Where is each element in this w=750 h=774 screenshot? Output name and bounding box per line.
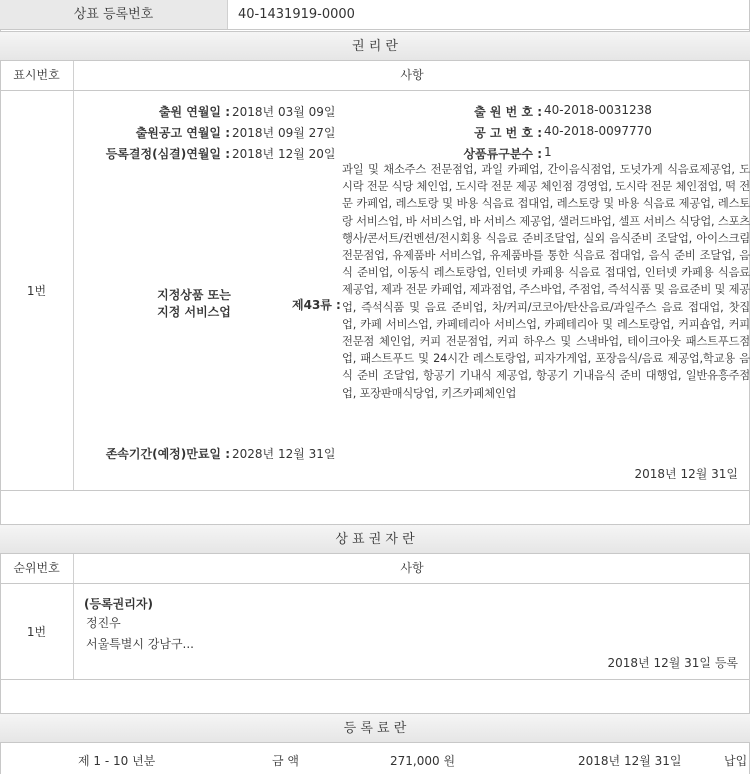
owner-name: 정진우 [86, 616, 121, 630]
owner-section-header: 상 표 권 자 란 [0, 524, 750, 554]
fee-period: 제 1 - 10 년분 [78, 754, 156, 768]
class-count: 1 [544, 145, 552, 159]
owner-row-number: 1번 [0, 584, 74, 679]
owner-footer-date: 2018년 12월 31일 등록 [607, 656, 738, 670]
display-number-header: 표시번호 [0, 61, 74, 90]
class-count-label: 상품류구분수 : [463, 147, 542, 161]
publication-no-label: 공 고 번 호 : [474, 126, 542, 140]
owner-column-header [0, 554, 750, 584]
details-header: 사항 [400, 68, 424, 82]
application-no-label: 출 원 번 호 : [474, 105, 542, 119]
publication-date: 2018년 09월 27일 [232, 126, 336, 140]
fee-amount: 271,000 원 [390, 754, 456, 768]
owner-row [0, 584, 750, 680]
fee-date: 2018년 12월 31일 [578, 754, 682, 768]
rights-column-header [0, 61, 750, 91]
owner-type: (등록권리자) [84, 597, 153, 611]
rights-footer-date: 2018년 12월 31일 [634, 467, 738, 481]
goods-label-line1: 지정상품 또는 [157, 288, 231, 302]
rights-details [74, 91, 750, 490]
goods-label-line2: 지정 서비스업 [157, 305, 231, 319]
designated-goods-list: 과일 및 채소주스 전문점업, 과일 카페업, 간이음식점업, 도넛가게 식음료제공업, 도시락 전문 식당 체인업, 도시락 전문 제공 체인점 경영업, 도시락 전문 체인점업, 떡 전문 카페업, 레스토랑 및 바용 식음료 접대업, 레스토랑 및 바용 식음료 제공업, 레스토랑 서비스업, 바 서비스업, 바 서비스 제공업, 샐러드바업, 셀프 서비스 식당업, 스포츠행사/콘서트/컨벤션/전시회용 식음료 준비조달업, 실외 음식준비 조달업, 아이스크림 전문점업, 유제품바 서비스업, 유제품바를 통한 식음료 접대업, 음식 준비 조달업, 음식 준비업, 이동식 레스토랑업, 인터넷 카페용 식음료 접대업, 인터넷 카페용 식음료 제공업, 제과 전문 카페업, 제과점업, 주스바업, 주점업, 즉석식품 및 음료준비 및 제공업, 즉석식품 및 음료 준비업, 차/커피/코코아/탄산음료/과일주스 음료 접대업, 찻집업, 카페 서비스업, 카페테리아 서비스업, 카페테리아 및 레스토랑업, 커피숍업, 커피 전문점 체인업, 커피 전문점업, 커피 하우스 및 스낵바업, 테이크아웃 패스트푸드점업, 패스트푸드 및 24시간 레스토랑업, 피자가게업, 포장음식/음료 제공업,학교용 음식 준비 조달업, 항공기 기내식 제공업, 항공기 기내음식 준비 대행업, 일반유흥주점업, 포장판매식당업, 키즈카페체인업 [342, 163, 750, 400]
owner-address: 서울특별시 강남구... [86, 637, 194, 651]
rank-number-header: 순위번호 [0, 554, 74, 583]
class-label: 제43류 : [292, 298, 341, 312]
decision-date: 2018년 12월 20일 [232, 147, 336, 161]
registration-number: 40-1431919-0000 [238, 7, 355, 22]
expiry-label: 존속기간(예정)만료일 : [105, 447, 230, 461]
application-date-label: 출원 연월일 : [158, 105, 230, 119]
decision-date-label: 등록결정(심결)연월일 : [105, 147, 230, 161]
fee-amount-label: 금 액 [272, 754, 299, 768]
publication-date-label: 출원공고 연월일 : [135, 126, 230, 140]
fee-status: 납입 [724, 754, 748, 768]
expiry-date: 2028년 12월 31일 [232, 447, 336, 461]
rights-row [0, 91, 750, 491]
rights-row-number: 1번 [0, 91, 74, 490]
application-date: 2018년 03월 09일 [232, 105, 336, 119]
owner-details [74, 584, 750, 679]
registration-label: 상표 등록번호 [0, 0, 228, 29]
owner-details-header: 사항 [400, 561, 424, 575]
registration-row [0, 0, 750, 30]
publication-number: 40-2018-0097770 [544, 124, 652, 138]
application-number: 40-2018-0031238 [544, 103, 652, 117]
rights-section-header: 권 리 란 [0, 31, 750, 61]
fee-row [0, 744, 750, 774]
fee-section-header: 등 록 료 란 [0, 713, 750, 743]
